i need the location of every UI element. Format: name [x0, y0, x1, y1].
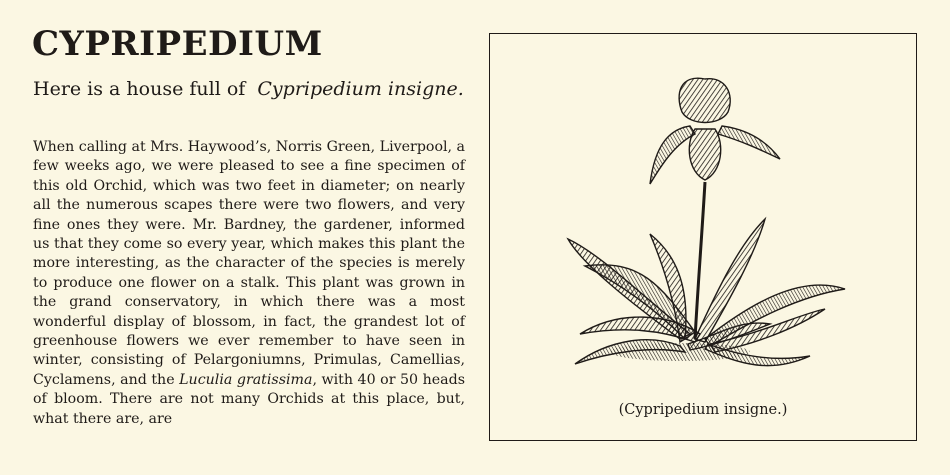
article-text-part2: , with 40 or 50 heads of bloom. There are not many Orchids at this place, but, what there are, are — [33, 371, 465, 427]
orchid-illustration — [490, 34, 916, 394]
page-title: CYPRIPEDIUM — [32, 24, 323, 64]
article-text-part1: When calling at Mrs. Haywood’s, Norris Green, Liverpool, a few weeks ago, we were pleased to see a fine specimen of this old Orchid, which was two feet in diameter; on nearly all the numerous scapes there were two flowers, and very fine ones they were. Mr. Bardney, the gardener, informed us that they come so every year, which makes this plant the more interesting, as the character of the species is merely to produce one flower on a stalk. This plant was grown in the grand conservatory, in which there was a most wonderful display of blossom, in fact, the grandest lot of greenhouse flowers we ever remember to have seen in winter, consisting of Pelargoniumns, Primulas, Camellias, Cyclamens, and the — [33, 139, 465, 388]
article-body — [33, 138, 465, 429]
subtitle-text: Here is a house full of — [33, 78, 246, 100]
subtitle-species-name: Cypripedium insigne. — [257, 78, 464, 100]
figure-frame — [489, 33, 917, 441]
subtitle — [33, 78, 464, 101]
figure-caption: (Cypripedium insigne.) — [618, 402, 788, 418]
article-italic-species: Luculia gratissima — [179, 371, 313, 388]
